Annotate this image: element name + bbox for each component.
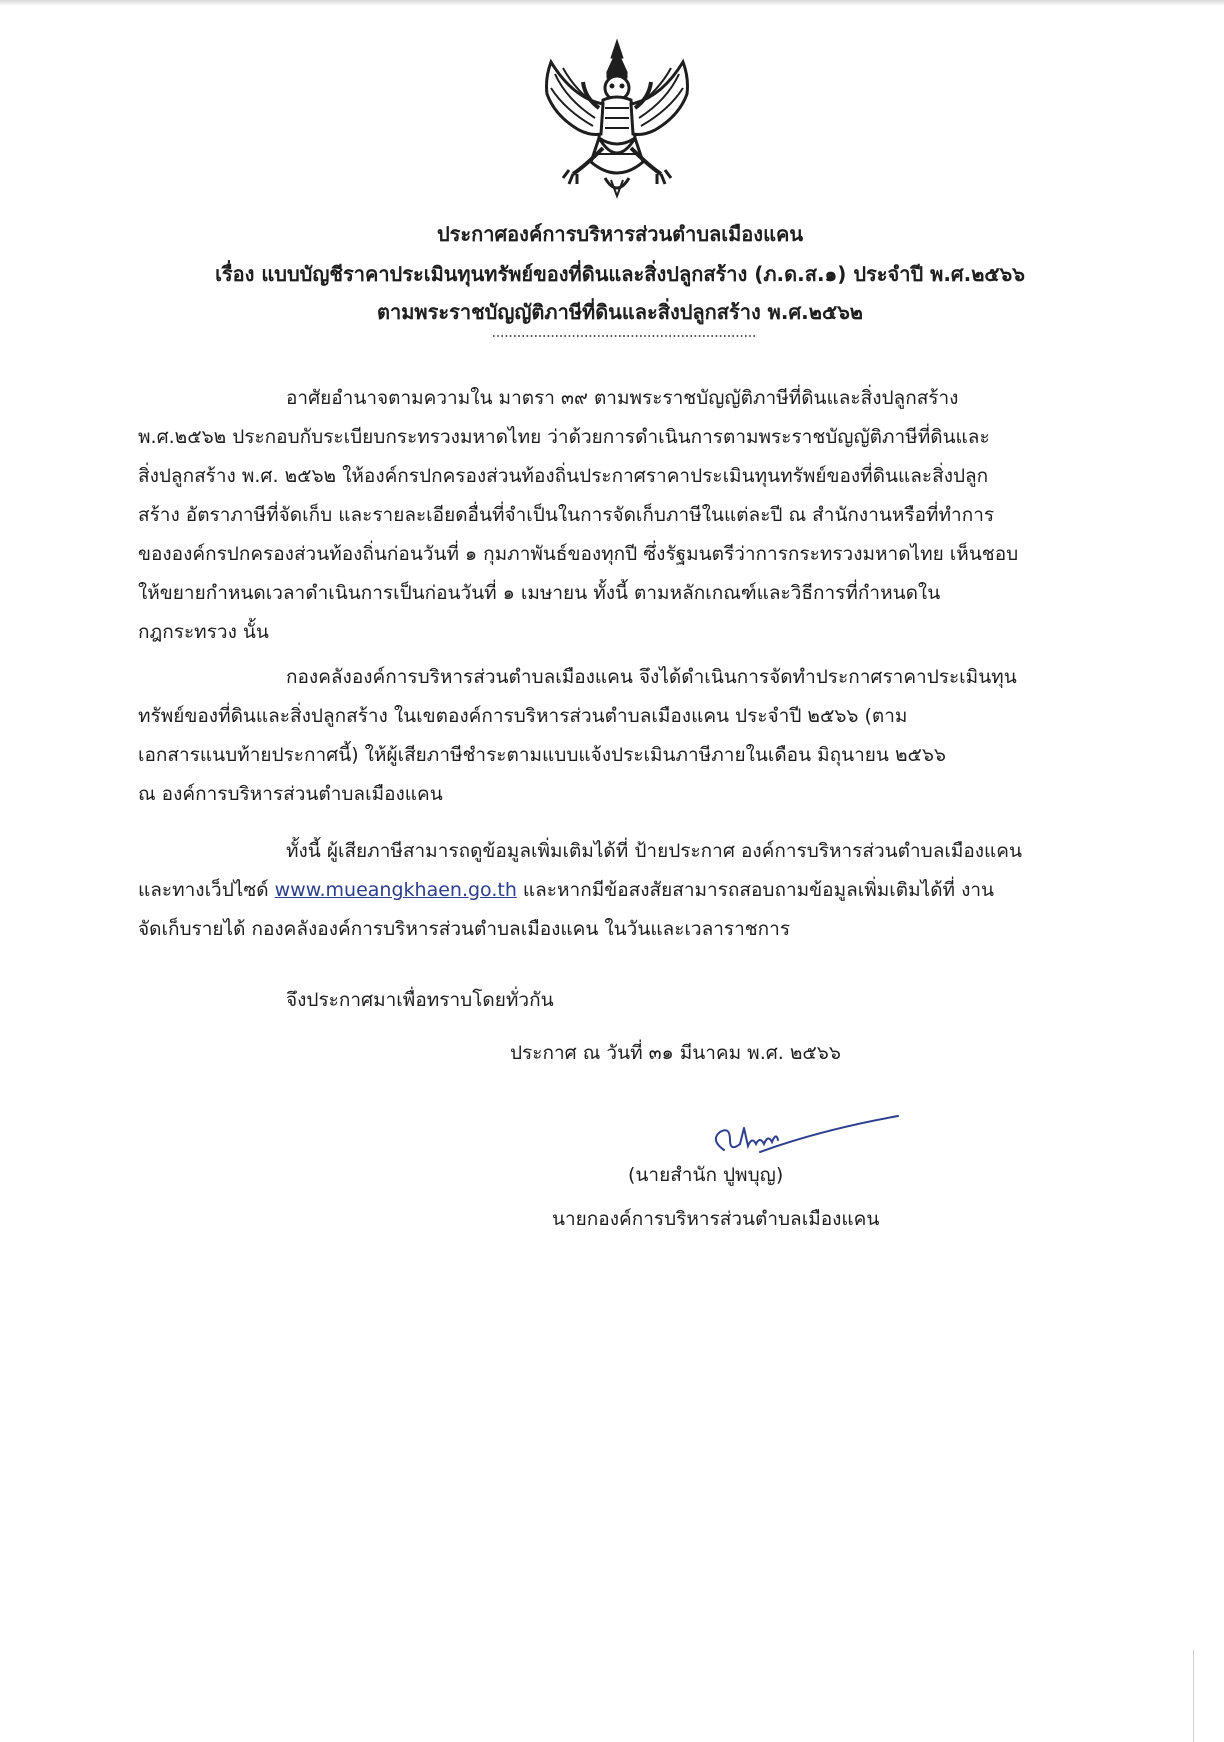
- paragraph-line: อาศัยอำนาจตามความใน มาตรา ๓๙ ตามพระราชบัญญัติภาษีที่ดินและสิ่งปลูกสร้าง: [286, 387, 959, 409]
- handwritten-signature: [700, 1110, 900, 1164]
- paragraph-line: ขององค์กรปกครองส่วนท้องถิ่นก่อนวันที่ ๑ กุมภาพันธ์ของทุกปี ซึ่งรัฐมนตรีว่าการกระทรวงมหาดไทย เห็นชอบ: [138, 543, 1019, 565]
- paragraph-line: จัดเก็บรายได้ กองคลังองค์การบริหารส่วนตำบลเมืองแคน ในวันและเวลาราชการ: [138, 918, 791, 940]
- announcement-date: ประกาศ ณ วันที่ ๓๑ มีนาคม พ.ศ. ๒๕๖๖: [510, 1042, 841, 1064]
- paragraph-line: สร้าง อัตราภาษีที่จัดเก็บ และรายละเอียดอื่นที่จำเป็นในการจัดเก็บภาษีในแต่ละปี ณ สำนักงานหรือที่ทำการ: [138, 504, 995, 526]
- signer-name: (นายสำนัก ปูพบุญ): [628, 1164, 784, 1186]
- scan-top-edge: [0, 0, 1224, 6]
- website-link[interactable]: www.mueangkhaen.go.th: [274, 879, 517, 901]
- scan-edge-line: [1193, 1650, 1194, 1742]
- garuda-emblem-icon: [533, 38, 701, 202]
- paragraph-line: กองคลังองค์การบริหารส่วนตำบลเมืองแคน จึงได้ดำเนินการจัดทำประกาศราคาประเมินทุน: [286, 666, 1017, 688]
- paragraph-line: ทั้งนี้ ผู้เสียภาษีสามารถดูข้อมูลเพิ่มเติมได้ที่ ป้ายประกาศ องค์การบริหารส่วนตำบลเมืองแคน: [286, 840, 1022, 862]
- paragraph-line: สิ่งปลูกสร้าง พ.ศ. ๒๕๖๒ ให้องค์กรปกครองส่วนท้องถิ่นประกาศราคาประเมินทุนทรัพย์ของที่ดินและสิ่งปลูก: [138, 465, 989, 487]
- paragraph-line: ทรัพย์ของที่ดินและสิ่งปลูกสร้าง ในเขตองค์การบริหารส่วนตำบลเมืองแคน ประจำปี ๒๕๖๖ (ตาม: [138, 705, 908, 727]
- paragraph-line-with-link: [138, 875, 994, 905]
- paragraph-line: กฎกระทรวง นั้น: [138, 621, 269, 643]
- paragraph-line: พ.ศ.๒๕๖๒ ประกอบกับระเบียบกระทรวงมหาดไทย ว่าด้วยการดำเนินการตามพระราชบัญญัติภาษีที่ดินและ: [138, 426, 990, 448]
- announcement-subject-act: ตามพระราชบัญญัติภาษีที่ดินและสิ่งปลูกสร้าง พ.ศ.๒๕๖๒: [377, 300, 863, 324]
- dotted-separator: [493, 333, 755, 339]
- text-before-link: และทางเว็ปไซด์: [138, 879, 275, 901]
- paragraph-line: ให้ขยายกำหนดเวลาดำเนินการเป็นก่อนวันที่ ๑ เมษายน ทั้งนี้ ตามหลักเกณฑ์และวิธีการที่กำหนดใน: [138, 582, 941, 604]
- signer-title: นายกองค์การบริหารส่วนตำบลเมืองแคน: [552, 1208, 880, 1230]
- closing-statement: จึงประกาศมาเพื่อทราบโดยทั่วกัน: [286, 989, 554, 1011]
- paragraph-line: ณ องค์การบริหารส่วนตำบลเมืองแคน: [138, 783, 443, 805]
- announcement-title: ประกาศองค์การบริหารส่วนตำบลเมืองแคน: [436, 222, 804, 246]
- announcement-subject: เรื่อง แบบบัญชีราคาประเมินทุนทรัพย์ของที่ดินและสิ่งปลูกสร้าง (ภ.ด.ส.๑) ประจำปี พ.ศ.๒๕๖๖: [215, 262, 1025, 286]
- text-after-link: และหากมีข้อสงสัยสามารถสอบถามข้อมูลเพิ่มเติมได้ที่ งาน: [516, 879, 995, 901]
- paragraph-line: เอกสารแนบท้ายประกาศนี้) ให้ผู้เสียภาษีชำระตามแบบแจ้งประเมินภาษีภายในเดือน มิถุนายน ๒๕๖๖: [138, 744, 946, 766]
